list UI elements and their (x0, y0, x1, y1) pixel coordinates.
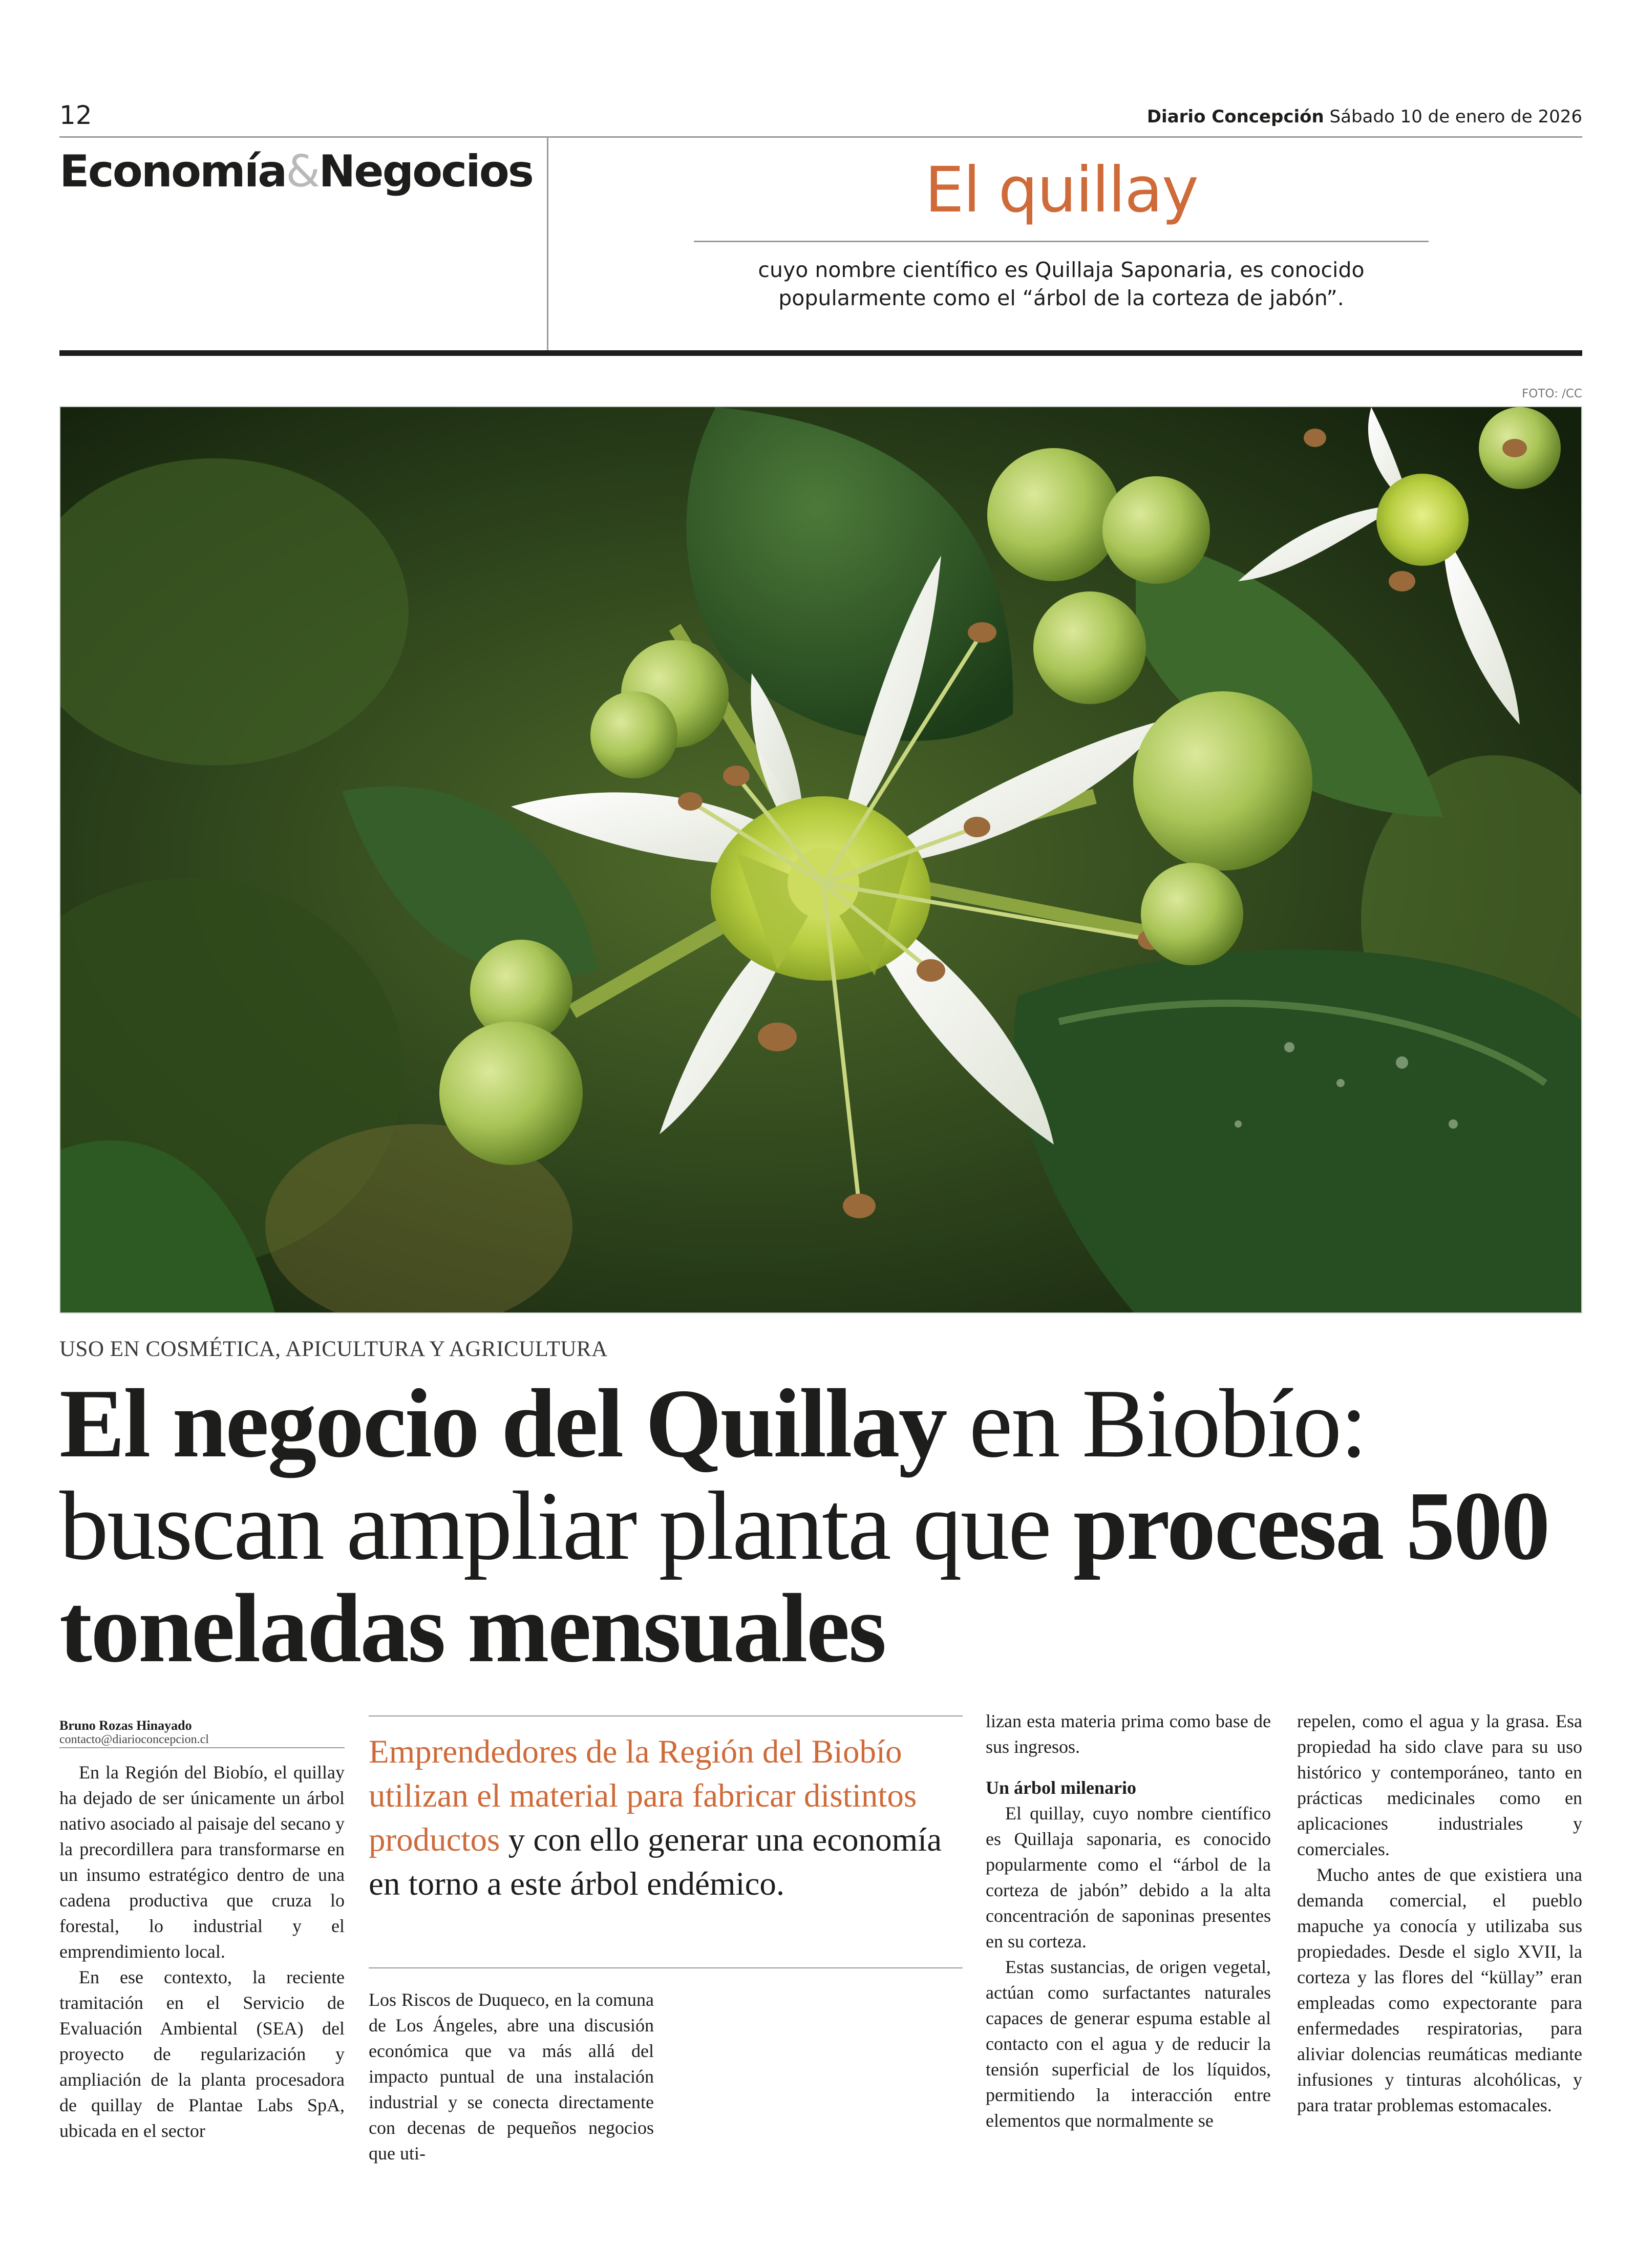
masthead-name: Diario Concepción (1146, 107, 1324, 127)
byline-divider (59, 1747, 345, 1748)
section-title-part2: Negocios (318, 146, 533, 197)
headline-normal-1: en Biobío: buscan ampliar planta que (59, 1369, 1366, 1580)
header-vertical-divider (547, 136, 548, 351)
top-divider (59, 136, 1582, 138)
body-column-2 (369, 1987, 654, 2166)
section-title-part1: Economía (59, 146, 286, 197)
masthead (1147, 107, 1582, 127)
section-title-ampersand: & (286, 146, 319, 197)
deck-accent: Emprendedores de la Región del Biobío utilizan el material para fabricar distintos productos (369, 1733, 917, 1858)
photo-credit: FOTO: /CC (1521, 387, 1582, 400)
deck-rest: y con ello generar una economía en torno a este árbol endémico. (369, 1821, 942, 1902)
body-paragraph: El quillay, cuyo nombre científico es Quillaja saponaria, es conocido popularmente como el “árbol de la corteza de jabón” debido a la alta concentración de saponinas presentes en su corteza. (986, 1803, 1271, 1952)
article-deck (369, 1730, 963, 1906)
masthead-date: Sábado 10 de enero de 2026 (1329, 107, 1582, 127)
body-paragraph: repelen, como el agua y la grasa. Esa propiedad ha sido clave para su uso histórico y contemporáneo, tanto en prácticas medicinales como en aplicaciones industriales y comerciales. (1297, 1711, 1582, 1859)
byline-email: contacto@diarioconcepcion.cl (59, 1733, 209, 1746)
info-box-divider (694, 241, 1429, 242)
body-column-1 (59, 1760, 345, 2144)
quillay-flower-photo (59, 406, 1582, 1313)
deck-divider-bottom (369, 1967, 963, 1968)
byline-author: Bruno Rozas Hinayado (59, 1718, 192, 1733)
body-paragraph: Los Riscos de Duqueco, en la comuna de Los Ángeles, abre una discusión económica que va más allá del impacto puntual de una instalación industrial y se conecta directamente con decenas de pequeños negocios que uti- (369, 1989, 654, 2164)
article-kicker: USO EN COSMÉTICA, APICULTURA Y AGRICULTURA (59, 1337, 608, 1361)
header-bottom-bar (59, 350, 1582, 356)
body-paragraph: En la Región del Biobío, el quillay ha dejado de ser únicamente un árbol nativo asociado al paisaje del secano y la precordillera para transformarse en un insumo estratégico dentro de una cadena productiva que cruza lo forestal, lo industrial y el emprendimiento local. (59, 1762, 345, 1962)
body-column-4 (1297, 1708, 1582, 2118)
info-box-text: cuyo nombre científico es Quillaja Saponaria, es conocido popularmente como el “árbol de la corteza de jabón”. (758, 258, 1365, 310)
flower-illustration (60, 407, 1582, 1313)
body-paragraph: En ese contexto, la reciente tramitación en el Servicio de Evaluación Ambiental (SEA) del proyecto de regularización y ampliación de la planta procesadora de quillay de Plantae Labs SpA, ubicada en el sector (59, 1967, 345, 2141)
headline-bold-1: El negocio del Quillay (59, 1369, 946, 1478)
body-column-3 (986, 1708, 1271, 2133)
page-number: 12 (59, 100, 92, 130)
body-subhead: Un árbol milenario (986, 1777, 1136, 1798)
body-paragraph: Mucho antes de que existiera una demanda comercial, el pueblo mapuche ya conocía y utilizaba sus propiedades. Desde el siglo XVII, la corteza y las flores del “küllay” eran empleadas como expectorante para enfermedades respiratorias, para aliviar dolencias reumáticas mediante infusiones y tinturas alcohólicas, y para tratar problemas estomacales. (1297, 1864, 1582, 2115)
section-title (59, 146, 533, 197)
deck-divider-top (369, 1715, 963, 1716)
info-box-title: El quillay (924, 154, 1198, 226)
headline-bold-2: procesa 500 toneladas mensuales (59, 1471, 1549, 1683)
body-paragraph: Estas sustancias, de origen vegetal, actúan como surfactantes naturales capaces de generar espuma estable al contacto con el agua y de reducir la tensión superficial de los líquidos, permitiendo la interacción entre elementos que normalmente se (986, 1957, 1271, 2131)
body-paragraph: lizan esta materia prima como base de sus ingresos. (986, 1711, 1271, 1757)
article-headline (59, 1369, 1582, 1683)
